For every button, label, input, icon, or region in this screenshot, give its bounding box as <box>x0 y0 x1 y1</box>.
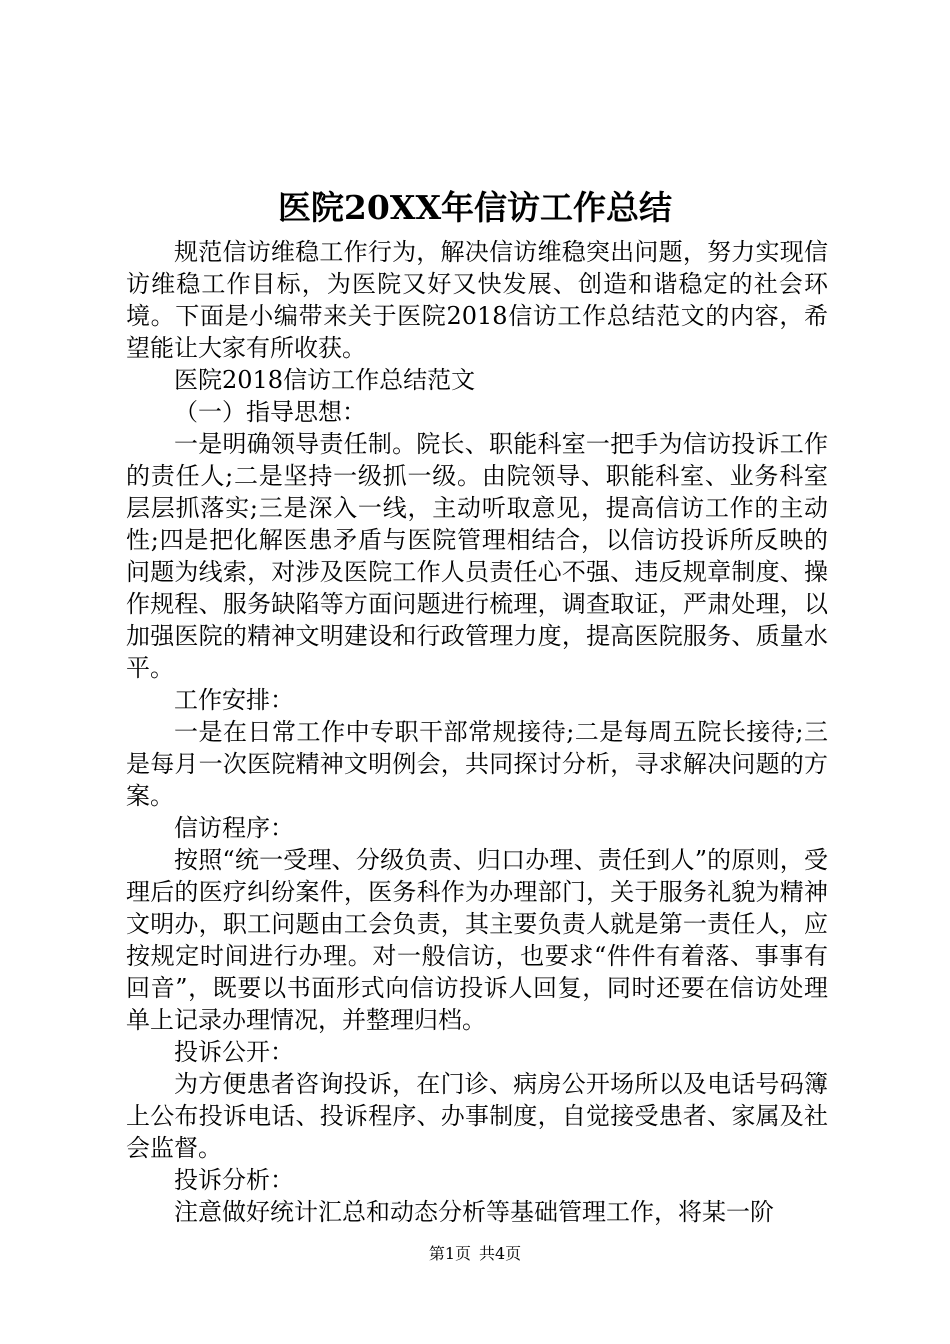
section-heading-petition-procedure: 信访程序： <box>174 814 294 842</box>
section-heading-complaint-disclosure: 投诉公开： <box>174 1038 294 1066</box>
paragraph-work-arrangement: 一是在日常工作中专职干部常规接待;二是每周五院长接待;三是每月一次医院精神文明例会，共同探讨分析，寻求解决问题的方案。 <box>126 718 828 810</box>
document-body <box>126 236 828 1228</box>
paragraph-complaint-analysis: 注意做好统计汇总和动态分析等基础管理工作，将某一阶 <box>174 1198 774 1226</box>
paragraph-guiding-thought: 一是明确领导责任制。院长、职能科室一把手为信访投诉工作的责任人;二是坚持一级抓一级。由院领导、职能科室、业务科室层层抓落实;三是深入一线，主动听取意见，提高信访工作的主动性;四是把化解医患矛盾与医院管理相结合，以信访投诉所反映的问题为线索，对涉及医院工作人员责任心不强、违反规章制度、操作规程、服务缺陷等方面问题进行梳理，调查取证，严肃处理，以加强医院的精神文明建设和行政管理力度，提高医院服务、质量水平。 <box>126 430 828 682</box>
paragraph-petition-procedure: 按照“统一受理、分级负责、归口办理、责任到人”的原则，受理后的医疗纠纷案件，医务科作为办理部门，关于服务礼貌为精神文明办，职工问题由工会负责，其主要负责人就是第一责任人，应按规定时间进行办理。对一般信访，也要求“件件有着落、事事有回音”，既要以书面形式向信访投诉人回复，同时还要在信访处理单上记录办理情况，并整理归档。 <box>126 846 828 1034</box>
paragraph-subtitle: 医院2018信访工作总结范文 <box>174 366 476 394</box>
page-total: 共4页 <box>479 1244 522 1263</box>
page-number: 第1页 <box>428 1244 471 1263</box>
paragraph-complaint-disclosure: 为方便患者咨询投诉，在门诊、病房公开场所以及电话号码簿上公布投诉电话、投诉程序、办事制度，自觉接受患者、家属及社会监督。 <box>126 1070 828 1162</box>
paragraph-intro: 规范信访维稳工作行为，解决信访维稳突出问题，努力实现信访维稳工作目标，为医院又好又快发展、创造和谐稳定的社会环境。下面是小编带来关于医院2018信访工作总结范文的内容，希望能让大家有所收获。 <box>126 238 828 362</box>
section-heading-work-arrangement: 工作安排： <box>174 686 294 714</box>
section-heading-guiding-thought: （一）指导思想： <box>174 398 366 426</box>
document-title: 医院20XX年信访工作总结 <box>277 188 673 227</box>
page-footer <box>0 1242 950 1266</box>
section-heading-complaint-analysis: 投诉分析： <box>174 1166 294 1194</box>
